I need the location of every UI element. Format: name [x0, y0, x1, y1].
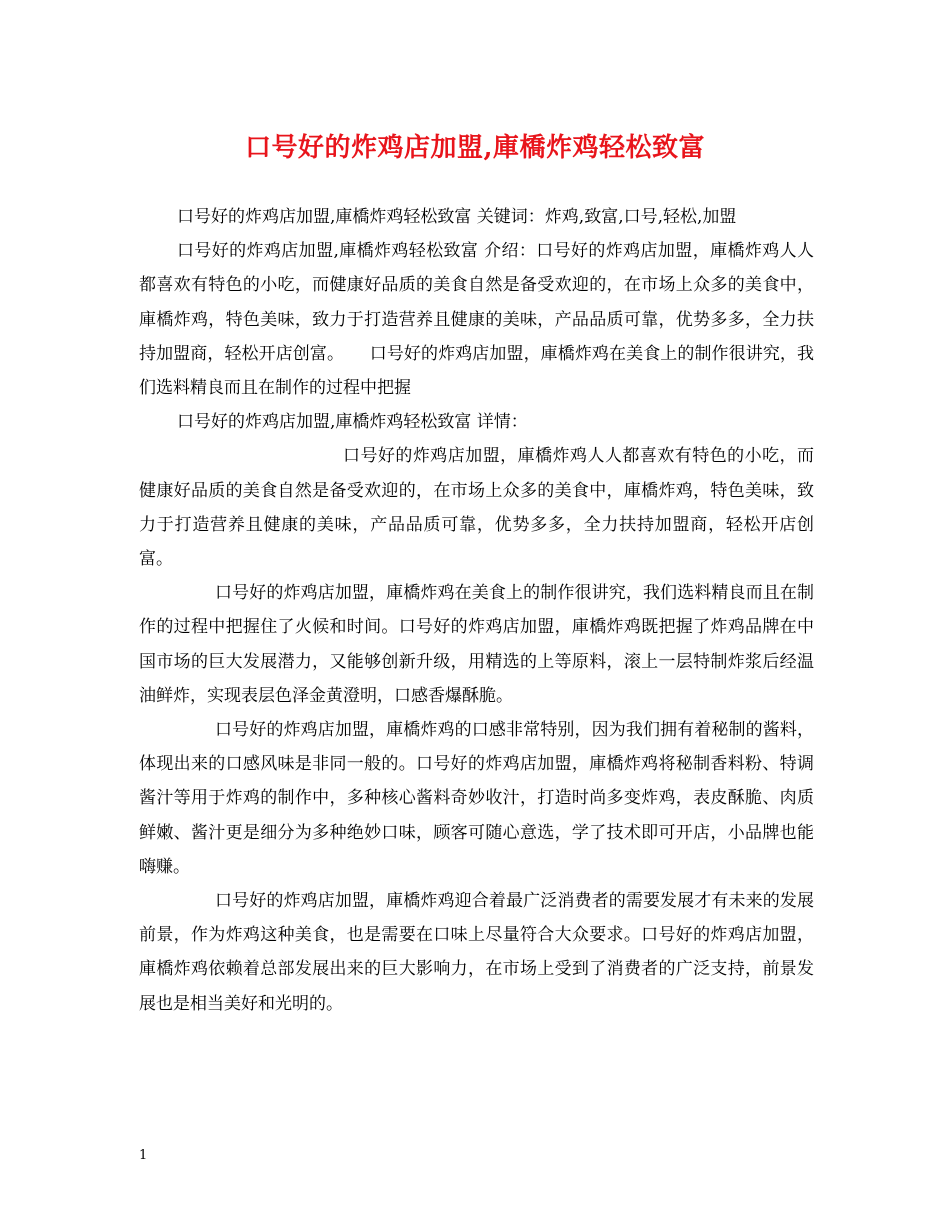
intro-paragraph: 口号好的炸鸡店加盟,庫橋炸鸡轻松致富 介绍：口号好的炸鸡店加盟，庫橋炸鸡人人都喜欢有特色的小吃，而健康好品质的美食自然是备受欢迎的，在市场上众多的美食中，庫橋炸鸡，特色美味，致力于打造营养且健康的美味，产品品质可靠，优势多多，全力扶持加盟商，轻松开店创富。 口号好的炸鸡店加盟，庫橋炸鸡在美食上的制作很讲究，我们选料精良而且在制作的过程中把握	[139, 241, 814, 399]
document-body	[139, 200, 814, 1021]
body-paragraph: 口号好的炸鸡店加盟，庫橋炸鸡在美食上的制作很讲究，我们选料精良而且在制作的过程中把握住了火候和时间。口号好的炸鸡店加盟，庫橋炸鸡既把握了炸鸡品牌在中国市场的巨大发展潜力，又能够创新升级，用精选的上等原料，滚上一层特制炸浆后经温油鲜炸，实现表层色泽金黄澄明，口感香爆酥脆。	[139, 583, 814, 706]
body-paragraph: 口号好的炸鸡店加盟，庫橋炸鸡的口感非常特别，因为我们拥有着秘制的酱料，体现出来的口感风味是非同一般的。口号好的炸鸡店加盟，庫橋炸鸡将秘制香料粉、特调酱汁等用于炸鸡的制作中，多种核心酱料奇妙收汁，打造时尚多变炸鸡，表皮酥脆、肉质鲜嫩、酱汁更是细分为多种绝妙口味，顾客可随心意选，学了技术即可开店，小品牌也能嗨赚。	[139, 720, 814, 877]
body-paragraph: 口号好的炸鸡店加盟，庫橋炸鸡迎合着最广泛消费者的需要发展才有未来的发展前景，作为炸鸡这种美食，也是需要在口味上尽量符合大众要求。口号好的炸鸡店加盟，庫橋炸鸡依赖着总部发展出来的巨大影响力，在市场上受到了消费者的广泛支持，前景发展也是相当美好和光明的。	[139, 891, 814, 1014]
keywords-paragraph: 口号好的炸鸡店加盟,庫橋炸鸡轻松致富 关键词：炸鸡,致富,口号,轻松,加盟	[177, 207, 737, 227]
body-paragraph: 口号好的炸鸡店加盟，庫橋炸鸡人人都喜欢有特色的小吃，而健康好品质的美食自然是备受欢迎的，在市场上众多的美食中，庫橋炸鸡，特色美味，致力于打造营养且健康的美味，产品品质可靠，优势多多，全力扶持加盟商，轻松开店创富。	[139, 446, 814, 570]
document-title: 口号好的炸鸡店加盟,庫橋炸鸡轻松致富	[244, 133, 706, 163]
details-heading: 口号好的炸鸡店加盟,庫橋炸鸡轻松致富 详情：	[177, 412, 528, 433]
page-number: 1	[139, 1148, 148, 1163]
